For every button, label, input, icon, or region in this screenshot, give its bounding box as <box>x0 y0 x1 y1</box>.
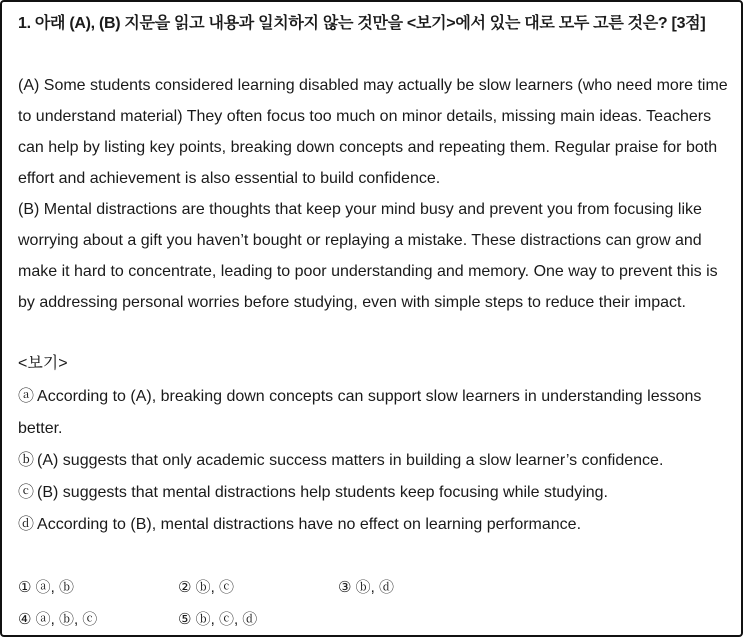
choice-2[interactable]: ② ⓑ, ⓒ <box>178 579 234 596</box>
passage-a: (A) Some students considered learning disabled may actually be slow learners (who need more time to understand material) They often focus too much on minor details, missing main ideas. Teachers can help by listing key points, breaking down concepts and repeating them. Regular praise for both effort and achievement is also essential to build confidence. <box>18 77 728 187</box>
choice-5[interactable]: ⑤ ⓑ, ⓒ, ⓓ <box>178 611 258 628</box>
choice-3[interactable]: ③ ⓑ, ⓓ <box>338 579 394 596</box>
bogi-item-a <box>18 381 730 445</box>
bogi-marker: ⓑ <box>18 452 35 469</box>
bogi-item-c <box>18 477 730 509</box>
bogi-item-text: According to (B), mental distractions have no effect on learning performance. <box>37 516 582 533</box>
bogi-item-d <box>18 509 730 541</box>
passage-block <box>18 70 730 318</box>
choice-1[interactable]: ① ⓐ, ⓑ <box>18 579 74 596</box>
passage-b: (B) Mental distractions are thoughts that keep your mind busy and prevent you from focusing like worrying about a gift you haven’t bought or replaying a mistake. These distractions can grow and make it hard to concentrate, leading to poor understanding and memory. One way to prevent this is by addressing personal worries before studying, even with simple steps to reduce their impact. <box>18 201 718 311</box>
bogi-item-text: (B) suggests that mental distractions help students keep focusing while studying. <box>37 484 608 501</box>
bogi-marker: ⓐ <box>18 388 35 405</box>
bogi-marker: ⓓ <box>18 516 35 533</box>
choice-4[interactable]: ④ ⓐ, ⓑ, ⓒ <box>18 611 98 628</box>
bogi-header: <보기> <box>18 355 68 372</box>
question-title: 1. 아래 (A), (B) 지문을 읽고 내용과 일치하지 않는 것만을 <보기>에서 있는 대로 모두 고른 것은? [3점] <box>18 15 706 32</box>
bogi-item-text: According to (A), breaking down concepts can support slow learners in understanding lessons better. <box>18 388 702 437</box>
bogi-item-b <box>18 445 730 477</box>
bogi-item-text: (A) suggests that only academic success matters in building a slow learner’s confidence. <box>37 452 664 469</box>
bogi-marker: ⓒ <box>18 484 35 501</box>
bogi-list <box>18 381 730 541</box>
